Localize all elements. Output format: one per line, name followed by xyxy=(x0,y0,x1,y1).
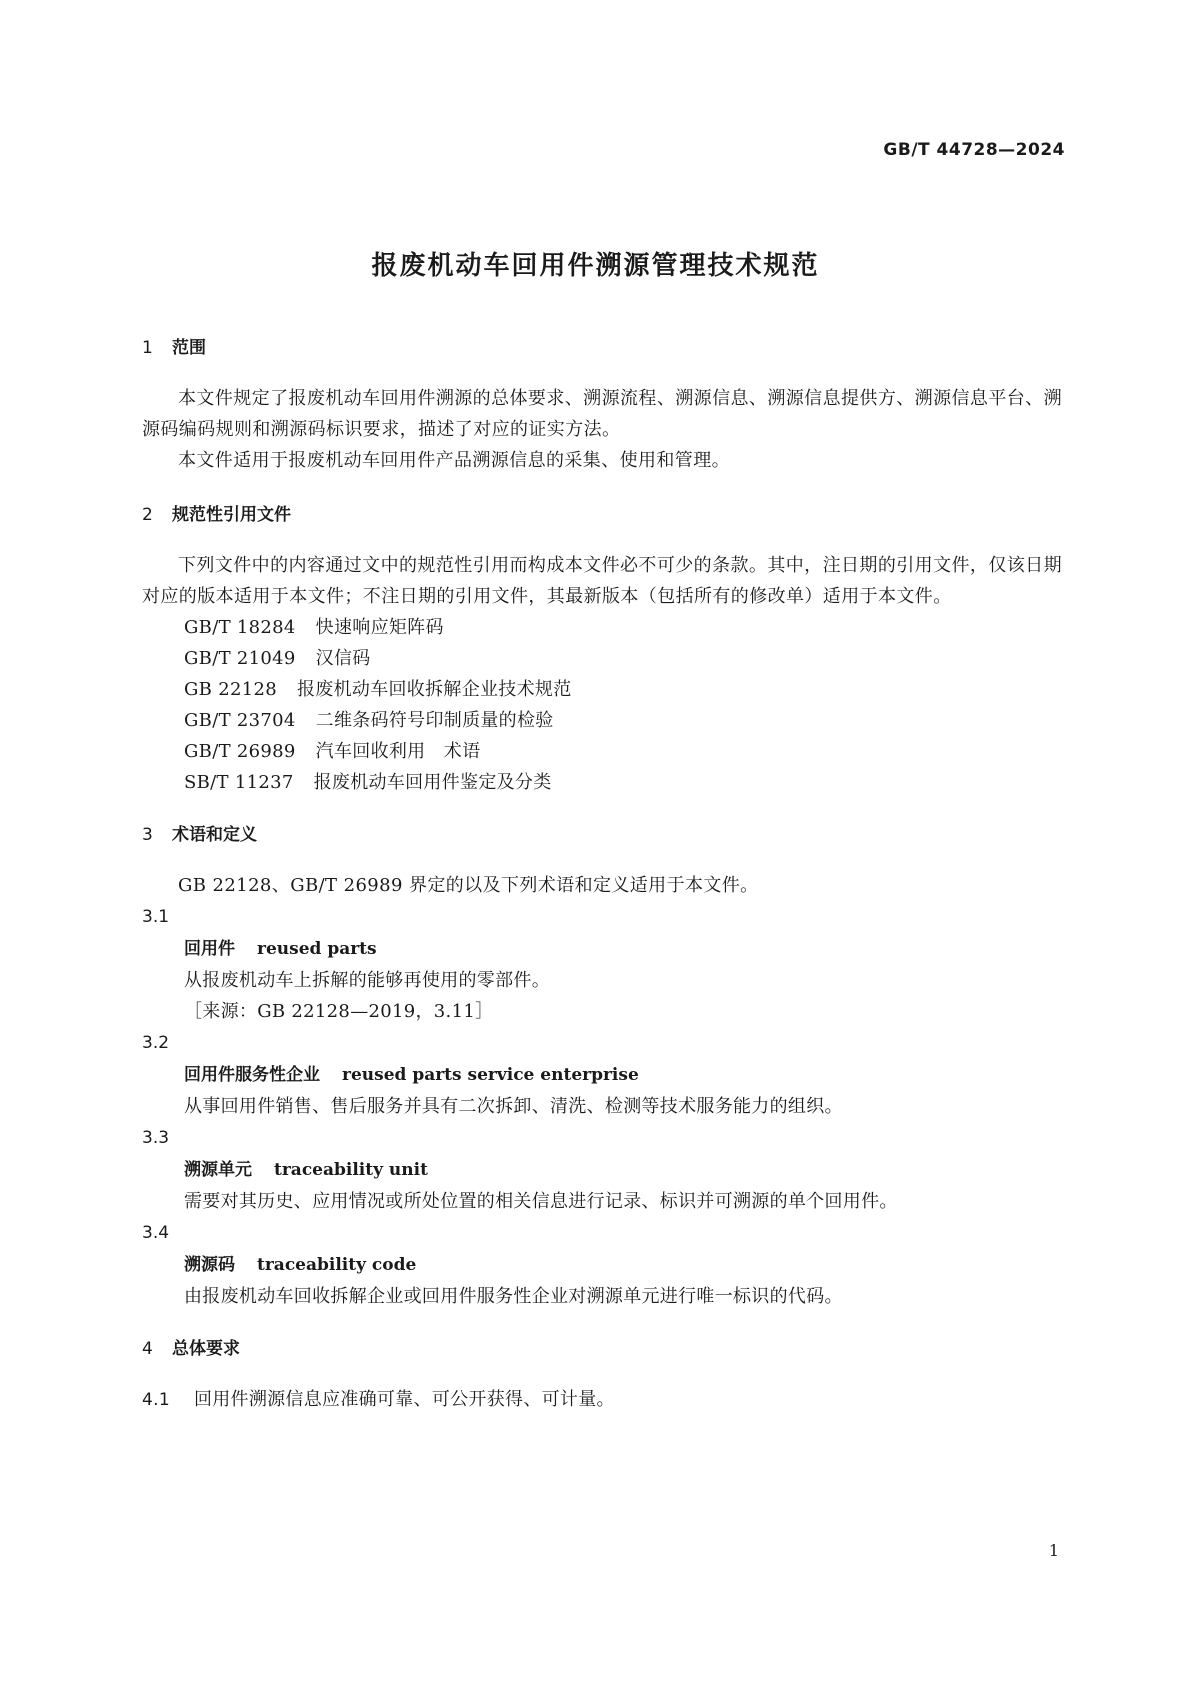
reference-item xyxy=(142,612,1062,643)
requirement-text: 回用件溯源信息应准确可靠、可公开获得、可计量。 xyxy=(193,1389,615,1410)
reference-title: 汽车回收利用 术语 xyxy=(315,741,481,762)
reference-item xyxy=(142,674,1062,705)
paragraph: GB 22128、GB/T 26989 界定的以及下列术语和定义适用于本文件。 xyxy=(178,875,759,896)
section-number: 3 xyxy=(142,825,153,845)
term-definition: 需要对其历史、应用情况或所处位置的相关信息进行记录、标识并可溯源的单个回用件。 xyxy=(184,1191,898,1212)
section-heading-2 xyxy=(142,502,1062,528)
section-number: 2 xyxy=(142,505,153,525)
requirement-number: 4.1 xyxy=(142,1390,170,1410)
section-heading-3 xyxy=(142,822,1062,848)
paragraph: 本文件适用于报废机动车回用件产品溯源信息的采集、使用和管理。 xyxy=(178,450,730,471)
page-number: 1 xyxy=(1048,1541,1059,1560)
term-chinese: 溯源码 xyxy=(184,1255,235,1275)
term-name xyxy=(142,1154,1062,1186)
section-number: 4 xyxy=(142,1339,153,1359)
reference-code: GB 22128 xyxy=(184,679,277,700)
doc-number: GB/T 44728—2024 xyxy=(883,140,1065,160)
reference-code: SB/T 11237 xyxy=(184,772,294,793)
term-english: reused parts service enterprise xyxy=(342,1065,639,1085)
reference-title: 汉信码 xyxy=(315,648,371,669)
reference-title: 报废机动车回收拆解企业技术规范 xyxy=(297,679,572,700)
reference-title: 报废机动车回用件鉴定及分类 xyxy=(313,772,552,793)
term-number: 3.2 xyxy=(142,1033,170,1053)
term-english: traceability unit xyxy=(274,1160,428,1180)
term-english: reused parts xyxy=(257,939,377,959)
section-title: 范围 xyxy=(172,338,206,358)
term-name xyxy=(142,1059,1062,1091)
section-title: 规范性引用文件 xyxy=(172,505,291,525)
section-number: 1 xyxy=(142,338,153,358)
term-chinese: 溯源单元 xyxy=(184,1160,252,1180)
term-chinese: 回用件 xyxy=(184,939,235,959)
reference-item xyxy=(142,736,1062,767)
doc-title: 报废机动车回用件溯源管理技术规范 xyxy=(371,251,820,281)
document-body xyxy=(142,335,1062,1416)
term-number: 3.3 xyxy=(142,1128,170,1148)
term-name xyxy=(142,933,1062,965)
term-english: traceability code xyxy=(257,1255,417,1275)
term-definition: 从报废机动车上拆解的能够再使用的零部件。 xyxy=(184,970,550,991)
term-number: 3.4 xyxy=(142,1223,170,1243)
term-name xyxy=(142,1249,1062,1281)
reference-code: GB/T 26989 xyxy=(184,741,296,762)
reference-code: GB/T 18284 xyxy=(184,617,296,638)
reference-item xyxy=(142,643,1062,674)
reference-code: GB/T 21049 xyxy=(184,648,296,669)
section-heading-4 xyxy=(142,1336,1062,1362)
term-number: 3.1 xyxy=(142,907,170,927)
section-title: 术语和定义 xyxy=(172,825,257,845)
paragraph: 下列文件中的内容通过文中的规范性引用而构成本文件必不可少的条款。其中，注日期的引用文件，仅该日期对应的版本适用于本文件；不注日期的引用文件，其最新版本（包括所有的修改单）适用于本文件。 xyxy=(142,555,1062,607)
reference-item xyxy=(142,767,1062,798)
section-heading-1 xyxy=(142,335,1062,361)
reference-code: GB/T 23704 xyxy=(184,710,296,731)
term-source: ［来源：GB 22128—2019，3.11］ xyxy=(184,1001,494,1022)
requirement-item xyxy=(142,1384,1062,1416)
reference-item xyxy=(142,705,1062,736)
paragraph: 本文件规定了报废机动车回用件溯源的总体要求、溯源流程、溯源信息、溯源信息提供方、溯源信息平台、溯源码编码规则和溯源码标识要求，描述了对应的证实方法。 xyxy=(142,388,1062,440)
term-definition: 由报废机动车回收拆解企业或回用件服务性企业对溯源单元进行唯一标识的代码。 xyxy=(184,1286,843,1307)
section-title: 总体要求 xyxy=(172,1339,240,1359)
reference-title: 快速响应矩阵码 xyxy=(315,617,444,638)
term-definition: 从事回用件销售、售后服务并具有二次拆卸、清洗、检测等技术服务能力的组织。 xyxy=(184,1096,843,1117)
term-chinese: 回用件服务性企业 xyxy=(184,1065,320,1085)
reference-title: 二维条码符号印制质量的检验 xyxy=(315,710,554,731)
